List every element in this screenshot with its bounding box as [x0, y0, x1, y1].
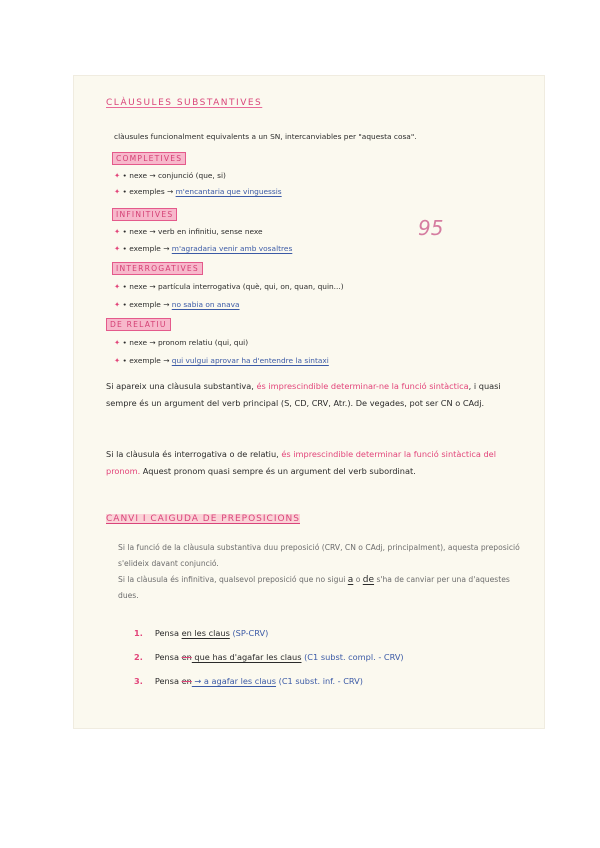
interrogatives-heading: INTERROGATIVES	[112, 262, 203, 275]
star-icon: ✦	[114, 187, 123, 196]
example-1: 1. Pensa en les claus (SP-CRV)	[134, 628, 269, 638]
star-icon: ✦	[114, 171, 123, 180]
completives-exemple: ✦ • exemples → m'encantaria que vinguessis	[114, 187, 282, 196]
gray-paragraph-2: Si la clàusula és infinitiva, qualsevol preposició que no sigui a o de s'ha de canviar per una d'aquestes dues.	[118, 575, 510, 600]
paragraph-2: Si la clàusula és interrogativa o de relatiu, és imprescindible determinar la funció sintàctica del pronom. Aquest pronom quasi sempre és un argument del verb subordinat.	[106, 449, 496, 476]
star-icon: ✦	[114, 282, 123, 291]
example-3: 3. Pensa en → a agafar les claus (C1 subst. inf. - CRV)	[134, 676, 363, 686]
gray-paragraph-1: Si la funció de la clàusula substantiva duu preposició (CRV, CN o CAdj, principalment), aquesta preposició s'elideix davant conjunció.	[118, 543, 520, 568]
de-relatiu-heading: DE RELATIU	[106, 318, 171, 331]
star-icon: ✦	[114, 356, 123, 365]
completives-nexe: ✦ • nexe → conjunció (que, si)	[114, 171, 226, 180]
page-title: CLÀUSULES SUBSTANTIVES	[106, 98, 263, 108]
star-icon: ✦	[114, 227, 123, 236]
interrogatives-nexe: ✦ • nexe → partícula interrogativa (què, qui, on, quan, quin...)	[114, 282, 344, 291]
section-2-heading: CANVI I CAIGUDA DE PREPOSICIONS	[106, 514, 300, 524]
margin-note: 95	[418, 216, 444, 240]
completives-heading: COMPLETIVES	[112, 152, 186, 165]
example-2: 2. Pensa en que has d'agafar les claus (C1 subst. compl. - CRV)	[134, 652, 404, 662]
star-icon: ✦	[114, 338, 123, 347]
star-icon: ✦	[114, 244, 123, 253]
infinitives-nexe: ✦ • nexe → verb en infinitiu, sense nexe	[114, 227, 263, 236]
notebook-page	[74, 76, 544, 728]
intro-text: clàusules funcionalment equivalents a un SN, intercanviables per "aquesta cosa".	[114, 132, 417, 141]
paragraph-1: Si apareix una clàusula substantiva, és imprescindible determinar-ne la funció sintàctica, i quasi sempre és un argument del verb principal (S, CD, CRV, Atr.). De vegades, pot ser CN o CAdj.	[106, 381, 501, 408]
de-relatiu-exemple: ✦ • exemple → qui vulgui aprovar ha d'entendre la sintaxi	[114, 356, 329, 365]
star-icon: ✦	[114, 300, 123, 309]
interrogatives-exemple: ✦ • exemple → no sabia on anava	[114, 300, 240, 309]
de-relatiu-nexe: ✦ • nexe → pronom relatiu (qui, qui)	[114, 338, 249, 347]
infinitives-exemple: ✦ • exemple → m'agradaria venir amb vosaltres	[114, 244, 293, 253]
infinitives-heading: INFINITIVES	[112, 208, 177, 221]
